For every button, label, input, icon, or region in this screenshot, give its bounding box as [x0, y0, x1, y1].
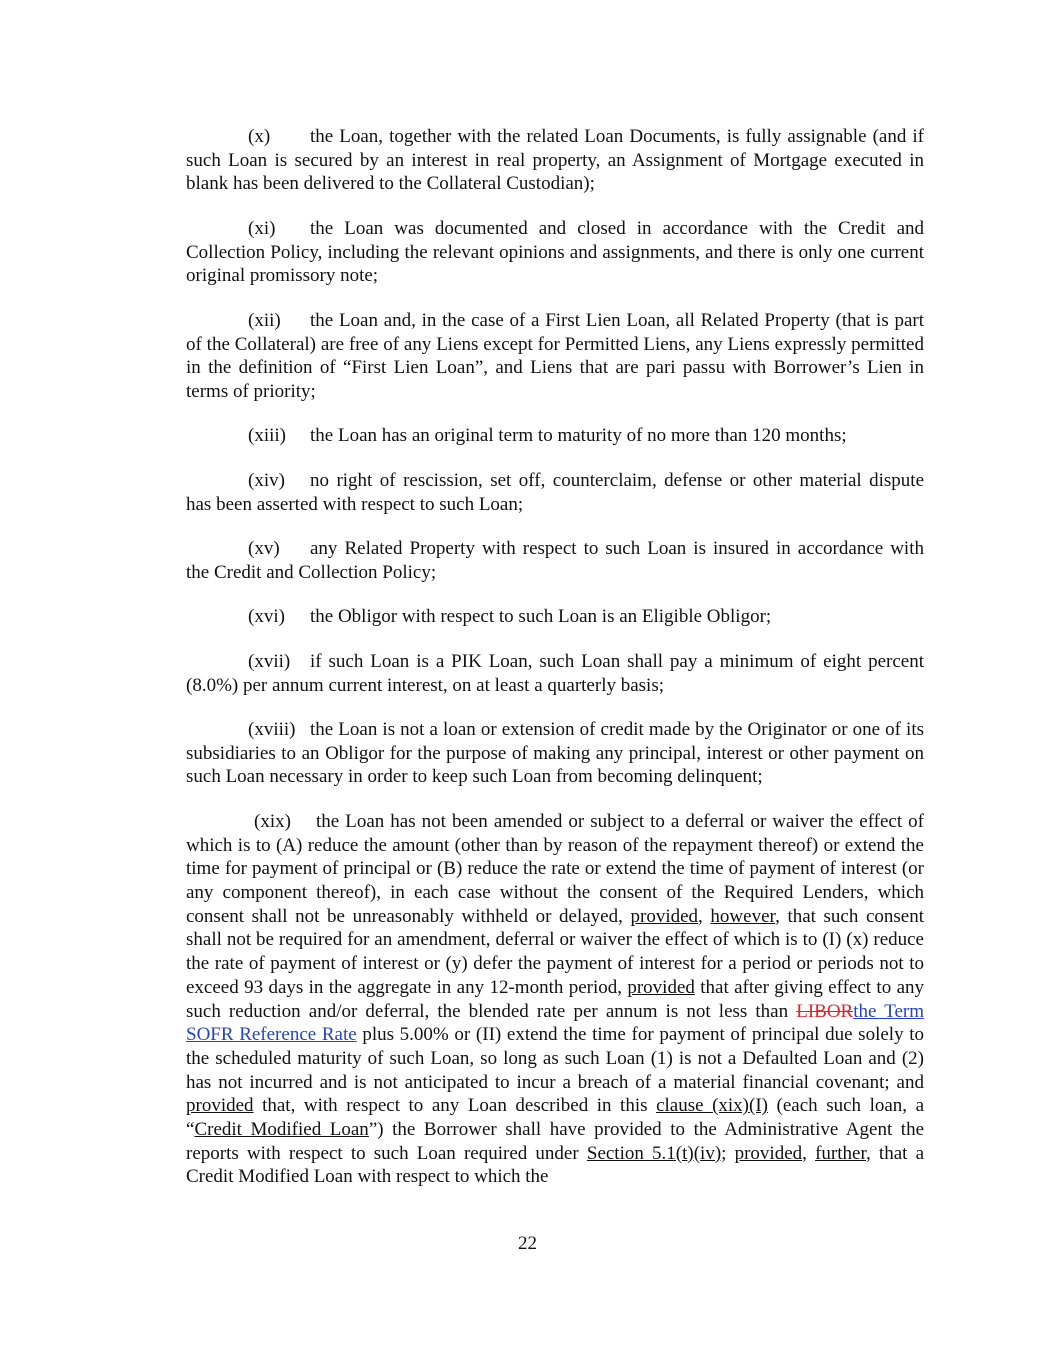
- inserted-text: the Term SOFR Reference Rate: [186, 1000, 925, 1046]
- underlined-term: provided: [627, 976, 695, 998]
- text-run: ”) the Borrower shall have provided to the Administrative Agent the reports with respect to such Loan required under: [186, 1119, 925, 1164]
- item-text: the Loan is not a loan or extension of credit made by the Originator or one of its subsidiaries to an Obligor for the purpose of making any principal, interest or other payment on such Loan necessary in order to keep such Loan from becoming delinquent;: [186, 719, 924, 788]
- paragraph-xvi: [186, 605, 924, 629]
- underlined-term: further: [815, 1142, 867, 1164]
- item-number: (xviii): [248, 719, 296, 741]
- item-text: the Loan and, in the case of a First Lien Loan, all Related Property (that is part of the Collateral) are free of any Liens except for Permitted Liens, any Liens expressly permitted in the definition of “First Lien Loan”, and Liens that are pari passu with Borrower’s Lien in terms of priority;: [186, 309, 924, 402]
- clause-reference: clause (xix)(I): [656, 1095, 768, 1117]
- paragraph-xiv: [186, 469, 924, 516]
- section-reference: Section 5.1(t)(iv): [586, 1142, 722, 1164]
- defined-term: Credit Modified Loan: [194, 1119, 369, 1141]
- item-number: (xiv): [248, 469, 285, 491]
- paragraph-xii: [186, 309, 924, 404]
- deleted-text: LIBOR: [796, 1000, 854, 1022]
- paragraph-xi: [186, 217, 924, 288]
- item-number: (xvii): [248, 650, 291, 672]
- item-number: (xix): [254, 810, 291, 832]
- text-run: that, with respect to any Loan described in this: [262, 1095, 648, 1117]
- paragraph-xv: [186, 537, 924, 584]
- text-run: (each such loan, a “: [186, 1095, 925, 1141]
- paragraph-xviii: [186, 718, 924, 789]
- item-text: if such Loan is a PIK Loan, such Loan shall pay a minimum of eight percent (8.0%) per annum current interest, on at least a quarterly basis;: [186, 650, 924, 696]
- text-run: plus 5.00% or (II) extend the time for payment of principal due solely to the scheduled maturity of such Loan, so long as such Loan (1) is not a Defaulted Loan and (2) has not incurred and is not anticipated to incur a breach of a material financial covenant; and: [186, 1024, 925, 1093]
- item-text: the Loan, together with the related Loan Documents, is fully assignable (and if such Loan is secured by an interest in real property, an Assignment of Mortgage executed in blank has been delivered to the Collateral Custodian);: [186, 126, 924, 195]
- text-run: , that such consent shall not be required for an amendment, deferral or waiver the effect of which is to (I) (x) reduce the rate of payment of interest or (y) defer the payment of interest for a period or periods not to exceed 93 days in the aggregate in any 12-month period,: [186, 905, 925, 998]
- underlined-term: provided: [734, 1142, 803, 1164]
- text-run: ,: [698, 905, 703, 927]
- text-run: ;: [721, 1142, 727, 1164]
- paragraph-xvii: [186, 650, 924, 697]
- text-run: the Loan has not been amended or subject to a deferral or waiver the effect of which is to (A) reduce the amount (other than by reason of the repayment thereof) or extend the time for payment of principal or (B) reduce the rate or extend the time of payment of interest (or any component thereof), in each case without the consent of the Required Lenders, which consent shall not be unreasonably withheld or delayed,: [186, 810, 924, 927]
- underlined-term: provided: [186, 1095, 254, 1117]
- item-text: any Related Property with respect to such Loan is insured in accordance with the Credit and Collection Policy;: [186, 538, 924, 583]
- item-number: (x): [248, 126, 271, 147]
- text-run: , that a Credit Modified Loan with respect to which the: [186, 1142, 925, 1188]
- item-number: (xiii): [248, 425, 286, 447]
- item-text: the Obligor with respect to such Loan is an Eligible Obligor;: [310, 606, 772, 628]
- item-number: (xii): [248, 309, 281, 331]
- text-run: that after giving effect to any such reduction and/or deferral, the blended rate per annum is not less than: [186, 976, 925, 1022]
- paragraph-x: [186, 125, 924, 196]
- item-text: no right of rescission, set off, counterclaim, defense or other material dispute has been asserted with respect to such Loan;: [186, 469, 924, 515]
- underlined-term: however: [710, 905, 776, 927]
- item-number: (xv): [248, 538, 280, 560]
- paragraph-xiii: [186, 424, 924, 448]
- item-number: (xi): [248, 217, 276, 239]
- item-text: the Loan has an original term to maturity of no more than 120 months;: [310, 425, 847, 447]
- paragraph-xix: [186, 810, 924, 1189]
- page-number: 22: [518, 1233, 537, 1254]
- document-body: [186, 125, 924, 1210]
- item-number: (xvi): [248, 606, 285, 628]
- item-text: the Loan was documented and closed in accordance with the Credit and Collection Policy, including the relevant opinions and assignments, and there is only one current original promissory note;: [186, 217, 924, 287]
- text-run: ,: [802, 1142, 807, 1164]
- underlined-term: provided: [630, 905, 699, 927]
